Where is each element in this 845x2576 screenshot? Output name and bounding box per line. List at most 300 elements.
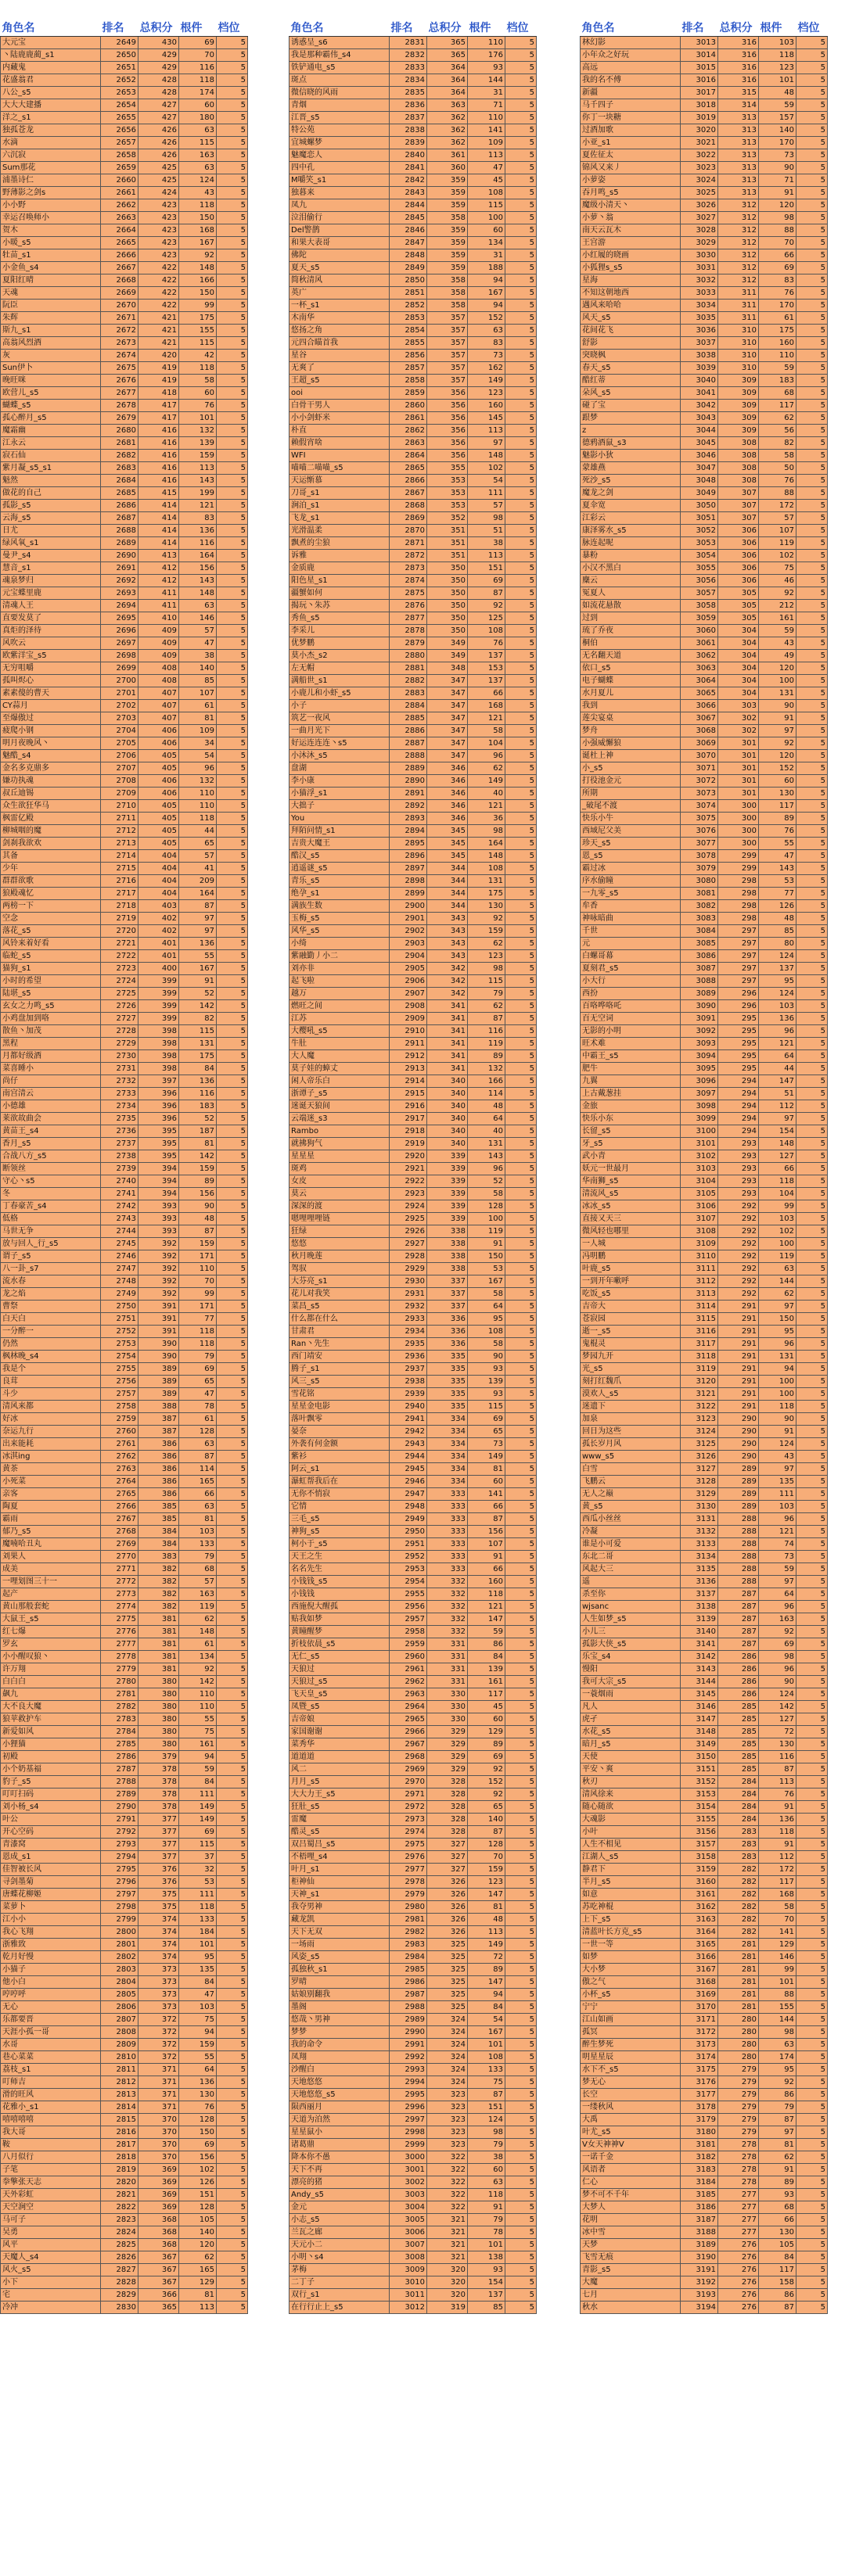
pieces-cell: 70 <box>759 237 796 249</box>
player-name-cell: Sun伊卜 <box>1 362 101 375</box>
table-row <box>581 87 828 99</box>
table-row <box>581 1901 828 1914</box>
table-row <box>581 462 828 475</box>
table-row <box>1 762 248 775</box>
total-score-cell: 347 <box>427 737 468 750</box>
rank-cell: 2771 <box>101 1563 138 1576</box>
tier-cell: 5 <box>505 1826 537 1839</box>
pieces-cell: 53 <box>759 875 796 888</box>
player-name-cell: 快乐小牛 <box>581 813 681 825</box>
pieces-cell: 65 <box>468 1801 505 1814</box>
pieces-cell: 65 <box>179 1376 217 1388</box>
rank-cell: 2747 <box>101 1263 138 1275</box>
player-name-cell: 一人城 <box>581 1238 681 1250</box>
pieces-cell: 123 <box>759 62 796 74</box>
pieces-cell: 148 <box>759 1138 796 1150</box>
table-row <box>1 900 248 913</box>
rank-cell: 2969 <box>390 1763 427 1776</box>
table-row <box>581 975 828 988</box>
total-score-cell: 292 <box>718 1263 759 1275</box>
table-row <box>289 1901 537 1914</box>
total-score-cell: 309 <box>718 425 759 437</box>
player-name-cell: 满族生数 <box>289 900 390 913</box>
total-score-cell: 289 <box>718 1476 759 1488</box>
tier-cell: 5 <box>217 2239 248 2251</box>
table-row <box>1 2201 248 2214</box>
pieces-cell: 47 <box>759 850 796 863</box>
table-row <box>1 625 248 637</box>
pieces-cell: 78 <box>179 1401 217 1413</box>
total-score-cell: 307 <box>718 500 759 512</box>
player-name-cell: 小钱钱 <box>289 1588 390 1601</box>
player-name-cell: 神狗_s5 <box>289 1526 390 1538</box>
table-row <box>581 587 828 600</box>
player-name-cell: 吴勇 <box>1 2226 101 2239</box>
rank-cell: 2943 <box>390 1438 427 1451</box>
player-name-cell: 至爆傲过 <box>1 712 101 725</box>
player-name-cell: 泣泪偷行 <box>289 212 390 224</box>
total-score-cell: 295 <box>718 1025 759 1038</box>
table-row <box>289 650 537 662</box>
table-row <box>1 224 248 237</box>
total-score-cell: 329 <box>427 1738 468 1751</box>
player-name-cell: 兰瓦之廊 <box>289 2226 390 2239</box>
table-row <box>581 938 828 950</box>
table-row <box>289 1538 537 1551</box>
rank-cell: 2976 <box>390 1851 427 1864</box>
rank-cell: 3077 <box>681 838 718 850</box>
player-name-cell: 冰淇ing <box>1 1451 101 1463</box>
player-name-cell: 叶月_s1 <box>289 1864 390 1876</box>
player-name-cell: 柳城咽的魔 <box>1 825 101 838</box>
player-name-cell: 秋月晚莲 <box>289 1250 390 1263</box>
pieces-cell: 152 <box>759 762 796 775</box>
tier-cell: 5 <box>505 550 537 562</box>
table-row <box>1 687 248 700</box>
total-score-cell: 312 <box>718 237 759 249</box>
total-score-cell: 347 <box>427 675 468 687</box>
pieces-cell: 115 <box>468 199 505 212</box>
player-name-cell: 小小野 <box>1 199 101 212</box>
total-score-cell: 276 <box>718 2289 759 2302</box>
rank-cell: 2963 <box>390 1688 427 1701</box>
rank-cell: 2937 <box>390 1363 427 1376</box>
player-name-cell: 菜昌_s5 <box>289 1301 390 1313</box>
pieces-cell: 68 <box>179 1563 217 1576</box>
rank-cell: 3141 <box>681 1638 718 1651</box>
player-name-cell: 甘肃君 <box>289 1326 390 1338</box>
rank-cell: 3128 <box>681 1476 718 1488</box>
tier-cell: 5 <box>217 262 248 274</box>
tier-cell: 5 <box>505 1013 537 1025</box>
table-row <box>1 287 248 300</box>
player-name-cell: 微风轻也哪里 <box>581 1225 681 1238</box>
rank-cell: 2671 <box>101 312 138 325</box>
player-name-cell: 魔喃哈丑丸 <box>1 1538 101 1551</box>
total-score-cell: 408 <box>138 675 179 687</box>
total-score-cell: 328 <box>427 1814 468 1826</box>
table-row <box>289 1889 537 1901</box>
table-row <box>581 99 828 112</box>
table-row <box>1 1563 248 1576</box>
rank-cell: 3067 <box>681 712 718 725</box>
table-row <box>1 2289 248 2302</box>
tier-cell: 5 <box>796 1301 828 1313</box>
table-row <box>289 1326 537 1338</box>
pieces-cell: 168 <box>468 700 505 712</box>
total-score-cell: 286 <box>718 1688 759 1701</box>
pieces-cell: 56 <box>759 425 796 437</box>
rank-cell: 2857 <box>390 362 427 375</box>
rank-cell: 3007 <box>390 2239 427 2251</box>
rank-cell: 2679 <box>101 412 138 425</box>
pieces-cell: 59 <box>759 99 796 112</box>
tier-cell: 5 <box>217 475 248 487</box>
table-row <box>1 1551 248 1563</box>
player-name-cell: 疆蟹如何 <box>289 587 390 600</box>
pieces-cell: 58 <box>759 450 796 462</box>
tier-cell: 5 <box>796 975 828 988</box>
rank-cell: 3110 <box>681 1250 718 1263</box>
tier-cell: 5 <box>217 1513 248 1526</box>
tier-cell: 5 <box>796 2226 828 2239</box>
total-score-cell: 346 <box>427 800 468 813</box>
table-row <box>581 450 828 462</box>
pieces-cell: 128 <box>468 1200 505 1213</box>
rank-cell: 2821 <box>101 2189 138 2201</box>
total-score-cell: 415 <box>138 487 179 500</box>
total-score-cell: 277 <box>718 2201 759 2214</box>
rank-cell: 2659 <box>101 162 138 174</box>
pieces-cell: 131 <box>468 875 505 888</box>
tier-cell: 5 <box>505 2214 537 2226</box>
rank-cell: 2691 <box>101 562 138 575</box>
table-row <box>1 575 248 587</box>
total-score-cell: 331 <box>427 1651 468 1663</box>
table-row <box>289 375 537 387</box>
total-score-cell: 362 <box>427 112 468 124</box>
tier-cell: 5 <box>796 112 828 124</box>
pieces-cell: 83 <box>179 512 217 525</box>
rank-cell: 2823 <box>101 2214 138 2226</box>
tier-cell: 5 <box>505 1213 537 1225</box>
player-name-cell: 小儿三 <box>581 1626 681 1638</box>
tier-cell: 5 <box>505 262 537 274</box>
pieces-cell: 130 <box>468 900 505 913</box>
rank-cell: 2801 <box>101 1939 138 1951</box>
pieces-cell: 94 <box>759 1363 796 1376</box>
total-score-cell: 334 <box>427 1426 468 1438</box>
rank-cell: 2863 <box>390 437 427 450</box>
table-row <box>1 1538 248 1551</box>
pieces-cell: 75 <box>759 562 796 575</box>
pieces-cell: 90 <box>468 1351 505 1363</box>
total-score-cell: 357 <box>427 350 468 362</box>
rank-cell: 2972 <box>390 1801 427 1814</box>
pieces-cell: 151 <box>468 562 505 575</box>
table-row <box>581 1313 828 1326</box>
rank-cell: 2918 <box>390 1125 427 1138</box>
player-name-cell: 魂泉梦归 <box>1 575 101 587</box>
rank-cell: 3165 <box>681 1939 718 1951</box>
table-row <box>581 750 828 762</box>
tier-cell: 5 <box>505 1638 537 1651</box>
rank-cell: 3188 <box>681 2226 718 2239</box>
total-score-cell: 350 <box>427 562 468 575</box>
table-row <box>581 675 828 687</box>
player-name-cell: 斯九_s1 <box>1 325 101 337</box>
total-score-cell: 334 <box>427 1451 468 1463</box>
player-name-cell: 菜喜睡小 <box>1 1063 101 1075</box>
rank-cell: 2903 <box>390 938 427 950</box>
total-score-cell: 423 <box>138 212 179 224</box>
rank-cell: 3089 <box>681 988 718 1000</box>
rank-cell: 2928 <box>390 1250 427 1263</box>
total-score-cell: 336 <box>427 1326 468 1338</box>
pieces-cell: 57 <box>179 1576 217 1588</box>
total-score-cell: 333 <box>427 1551 468 1563</box>
table-row <box>1 500 248 512</box>
player-name-cell: 云端迷_s3 <box>289 1113 390 1125</box>
rank-cell: 3085 <box>681 938 718 950</box>
player-name-cell: 孤心醉月_s5 <box>1 412 101 425</box>
rank-cell: 3186 <box>681 2201 718 2214</box>
table-row <box>581 1976 828 1989</box>
rank-cell: 3050 <box>681 500 718 512</box>
tier-cell: 5 <box>217 49 248 62</box>
player-name-cell: 马世无争 <box>1 1225 101 1238</box>
table-row <box>289 1613 537 1626</box>
rank-cell: 2853 <box>390 312 427 325</box>
rank-cell: 2968 <box>390 1751 427 1763</box>
table-row <box>1 2051 248 2064</box>
table-row <box>289 1801 537 1814</box>
player-name-cell: 叶鹿_s5 <box>581 1263 681 1275</box>
ranking-column-1 <box>0 19 247 2314</box>
total-score-cell: 341 <box>427 1050 468 1063</box>
table-row <box>581 800 828 813</box>
tier-cell: 5 <box>796 350 828 362</box>
player-name-cell: 诞杜上神 <box>581 750 681 762</box>
tier-cell: 5 <box>217 437 248 450</box>
player-name-cell: 恩_s5 <box>581 850 681 863</box>
tier-cell: 5 <box>796 1351 828 1363</box>
pieces-cell: 148 <box>468 850 505 863</box>
rank-cell: 3010 <box>390 2276 427 2289</box>
total-score-cell: 301 <box>718 788 759 800</box>
tier-cell: 5 <box>505 1651 537 1663</box>
table-row <box>289 575 537 587</box>
total-score-cell: 309 <box>718 400 759 412</box>
table-row <box>581 2039 828 2051</box>
tier-cell: 5 <box>217 1275 248 1288</box>
pieces-cell: 107 <box>468 1538 505 1551</box>
total-score-cell: 324 <box>427 2039 468 2051</box>
player-name-cell: 七月 <box>581 2289 681 2302</box>
rank-cell: 2931 <box>390 1288 427 1301</box>
rank-cell: 3174 <box>681 2051 718 2064</box>
total-score-cell: 315 <box>718 87 759 99</box>
rank-cell: 2890 <box>390 775 427 788</box>
rank-cell: 3099 <box>681 1113 718 1125</box>
tier-cell: 5 <box>505 2101 537 2114</box>
rank-cell: 2957 <box>390 1613 427 1626</box>
table-row <box>1 863 248 875</box>
rank-cell: 3039 <box>681 362 718 375</box>
player-name-cell: 吉贵大魔王 <box>289 838 390 850</box>
total-score-cell: 357 <box>427 375 468 387</box>
rank-cell: 3117 <box>681 1338 718 1351</box>
player-name-cell: 我的命令 <box>289 2039 390 2051</box>
table-row <box>581 112 828 124</box>
header-pieces: 根件 <box>468 19 505 37</box>
rank-cell: 2791 <box>101 1814 138 1826</box>
pieces-cell: 132 <box>179 775 217 788</box>
header-name: 角色名 <box>581 19 681 37</box>
tier-cell: 5 <box>796 2214 828 2226</box>
player-name-cell: 筑艺一夜风 <box>289 712 390 725</box>
pieces-cell: 136 <box>759 1013 796 1025</box>
player-name-cell: 剑刹我欲欢 <box>1 838 101 850</box>
table-row <box>581 737 828 750</box>
player-name-cell: 微信晓的风雨 <box>289 87 390 99</box>
tier-cell: 5 <box>796 750 828 762</box>
tier-cell: 5 <box>505 224 537 237</box>
table-row <box>289 1463 537 1476</box>
total-score-cell: 323 <box>427 2101 468 2114</box>
pieces-cell: 52 <box>179 1113 217 1125</box>
tier-cell: 5 <box>796 700 828 712</box>
total-score-cell: 370 <box>138 2151 179 2164</box>
player-name-cell: ooi <box>289 387 390 400</box>
player-name-cell: 水哥 <box>1 2039 101 2051</box>
total-score-cell: 287 <box>718 1626 759 1638</box>
tier-cell: 5 <box>505 1588 537 1601</box>
player-name-cell: 魔级小清天丶 <box>581 199 681 212</box>
rank-cell: 2932 <box>390 1301 427 1313</box>
table-row <box>289 224 537 237</box>
rank-cell: 3107 <box>681 1213 718 1225</box>
tier-cell: 5 <box>217 2176 248 2189</box>
player-name-cell: 清魂人王 <box>1 600 101 612</box>
total-score-cell: 356 <box>427 387 468 400</box>
table-row <box>1 2001 248 2014</box>
rank-cell: 2901 <box>390 913 427 925</box>
tier-cell: 5 <box>505 87 537 99</box>
table-row <box>289 162 537 174</box>
player-name-cell: 涧泊_s1 <box>289 500 390 512</box>
table-row <box>1 1526 248 1538</box>
tier-cell: 5 <box>796 1776 828 1788</box>
tier-cell: 5 <box>796 274 828 287</box>
tier-cell: 5 <box>505 2289 537 2302</box>
table-row <box>289 2189 537 2201</box>
pieces-cell: 212 <box>759 600 796 612</box>
table-row <box>581 412 828 425</box>
player-name-cell: 降本你不愚 <box>289 2151 390 2164</box>
total-score-cell: 345 <box>427 838 468 850</box>
player-name-cell: 乐宝_s4 <box>581 1651 681 1663</box>
tier-cell: 5 <box>217 1889 248 1901</box>
player-name-cell: 红七爆 <box>1 1626 101 1638</box>
rank-cell: 2720 <box>101 925 138 938</box>
player-name-cell: 冷凝 <box>581 1526 681 1538</box>
rank-cell: 3021 <box>681 137 718 149</box>
total-score-cell: 292 <box>718 1200 759 1213</box>
pieces-cell: 123 <box>468 950 505 963</box>
pieces-cell: 72 <box>759 1726 796 1738</box>
pieces-cell: 73 <box>759 1551 796 1563</box>
tier-cell: 5 <box>796 199 828 212</box>
total-score-cell: 345 <box>427 850 468 863</box>
total-score-cell: 416 <box>138 462 179 475</box>
table-row <box>581 1951 828 1964</box>
player-name-cell: 狂肚_s5 <box>289 1801 390 1814</box>
tier-cell: 5 <box>796 1563 828 1576</box>
table-row <box>581 124 828 137</box>
total-score-cell: 288 <box>718 1513 759 1526</box>
table-row <box>581 400 828 412</box>
player-name-cell: 中霸王_s5 <box>581 1050 681 1063</box>
rank-cell: 3031 <box>681 262 718 274</box>
total-score-cell: 304 <box>718 675 759 687</box>
tier-cell: 5 <box>796 2151 828 2164</box>
player-name-cell: 好冰 <box>1 1413 101 1426</box>
player-name-cell: 无人之巅 <box>581 1488 681 1501</box>
table-row <box>289 2176 537 2189</box>
rank-cell: 2897 <box>390 863 427 875</box>
pieces-cell: 114 <box>468 1088 505 1100</box>
pieces-cell: 135 <box>179 1964 217 1976</box>
pieces-cell: 60 <box>468 224 505 237</box>
total-score-cell: 276 <box>718 2302 759 2314</box>
tier-cell: 5 <box>505 74 537 87</box>
table-row <box>289 512 537 525</box>
table-row <box>581 1050 828 1063</box>
tier-cell: 5 <box>796 149 828 162</box>
rank-cell: 2793 <box>101 1839 138 1851</box>
total-score-cell: 411 <box>138 600 179 612</box>
table-row <box>1 1463 248 1476</box>
table-row <box>1 1676 248 1688</box>
total-score-cell: 393 <box>138 1200 179 1213</box>
player-name-cell: 寂石仙 <box>1 450 101 462</box>
tier-cell: 5 <box>217 1901 248 1914</box>
tier-cell: 5 <box>217 600 248 612</box>
player-name-cell: 天使 <box>581 1751 681 1763</box>
total-score-cell: 325 <box>427 1939 468 1951</box>
table-row <box>289 1651 537 1663</box>
total-score-cell: 278 <box>718 2176 759 2189</box>
table-row <box>581 1751 828 1763</box>
total-score-cell: 287 <box>718 1613 759 1626</box>
rank-cell: 3156 <box>681 1826 718 1839</box>
rank-cell: 2997 <box>390 2114 427 2126</box>
tier-cell: 5 <box>505 2014 537 2026</box>
pieces-cell: 150 <box>179 2126 217 2139</box>
tier-cell: 5 <box>217 1613 248 1626</box>
table-row <box>289 612 537 625</box>
player-name-cell: 众生欲狂华马 <box>1 800 101 813</box>
total-score-cell: 347 <box>427 700 468 712</box>
pieces-cell: 124 <box>759 1688 796 1701</box>
tier-cell: 5 <box>505 1964 537 1976</box>
tier-cell: 5 <box>217 1801 248 1814</box>
rank-cell: 2661 <box>101 187 138 199</box>
rank-cell: 2993 <box>390 2064 427 2076</box>
pieces-cell: 76 <box>759 1788 796 1801</box>
tier-cell: 5 <box>505 612 537 625</box>
